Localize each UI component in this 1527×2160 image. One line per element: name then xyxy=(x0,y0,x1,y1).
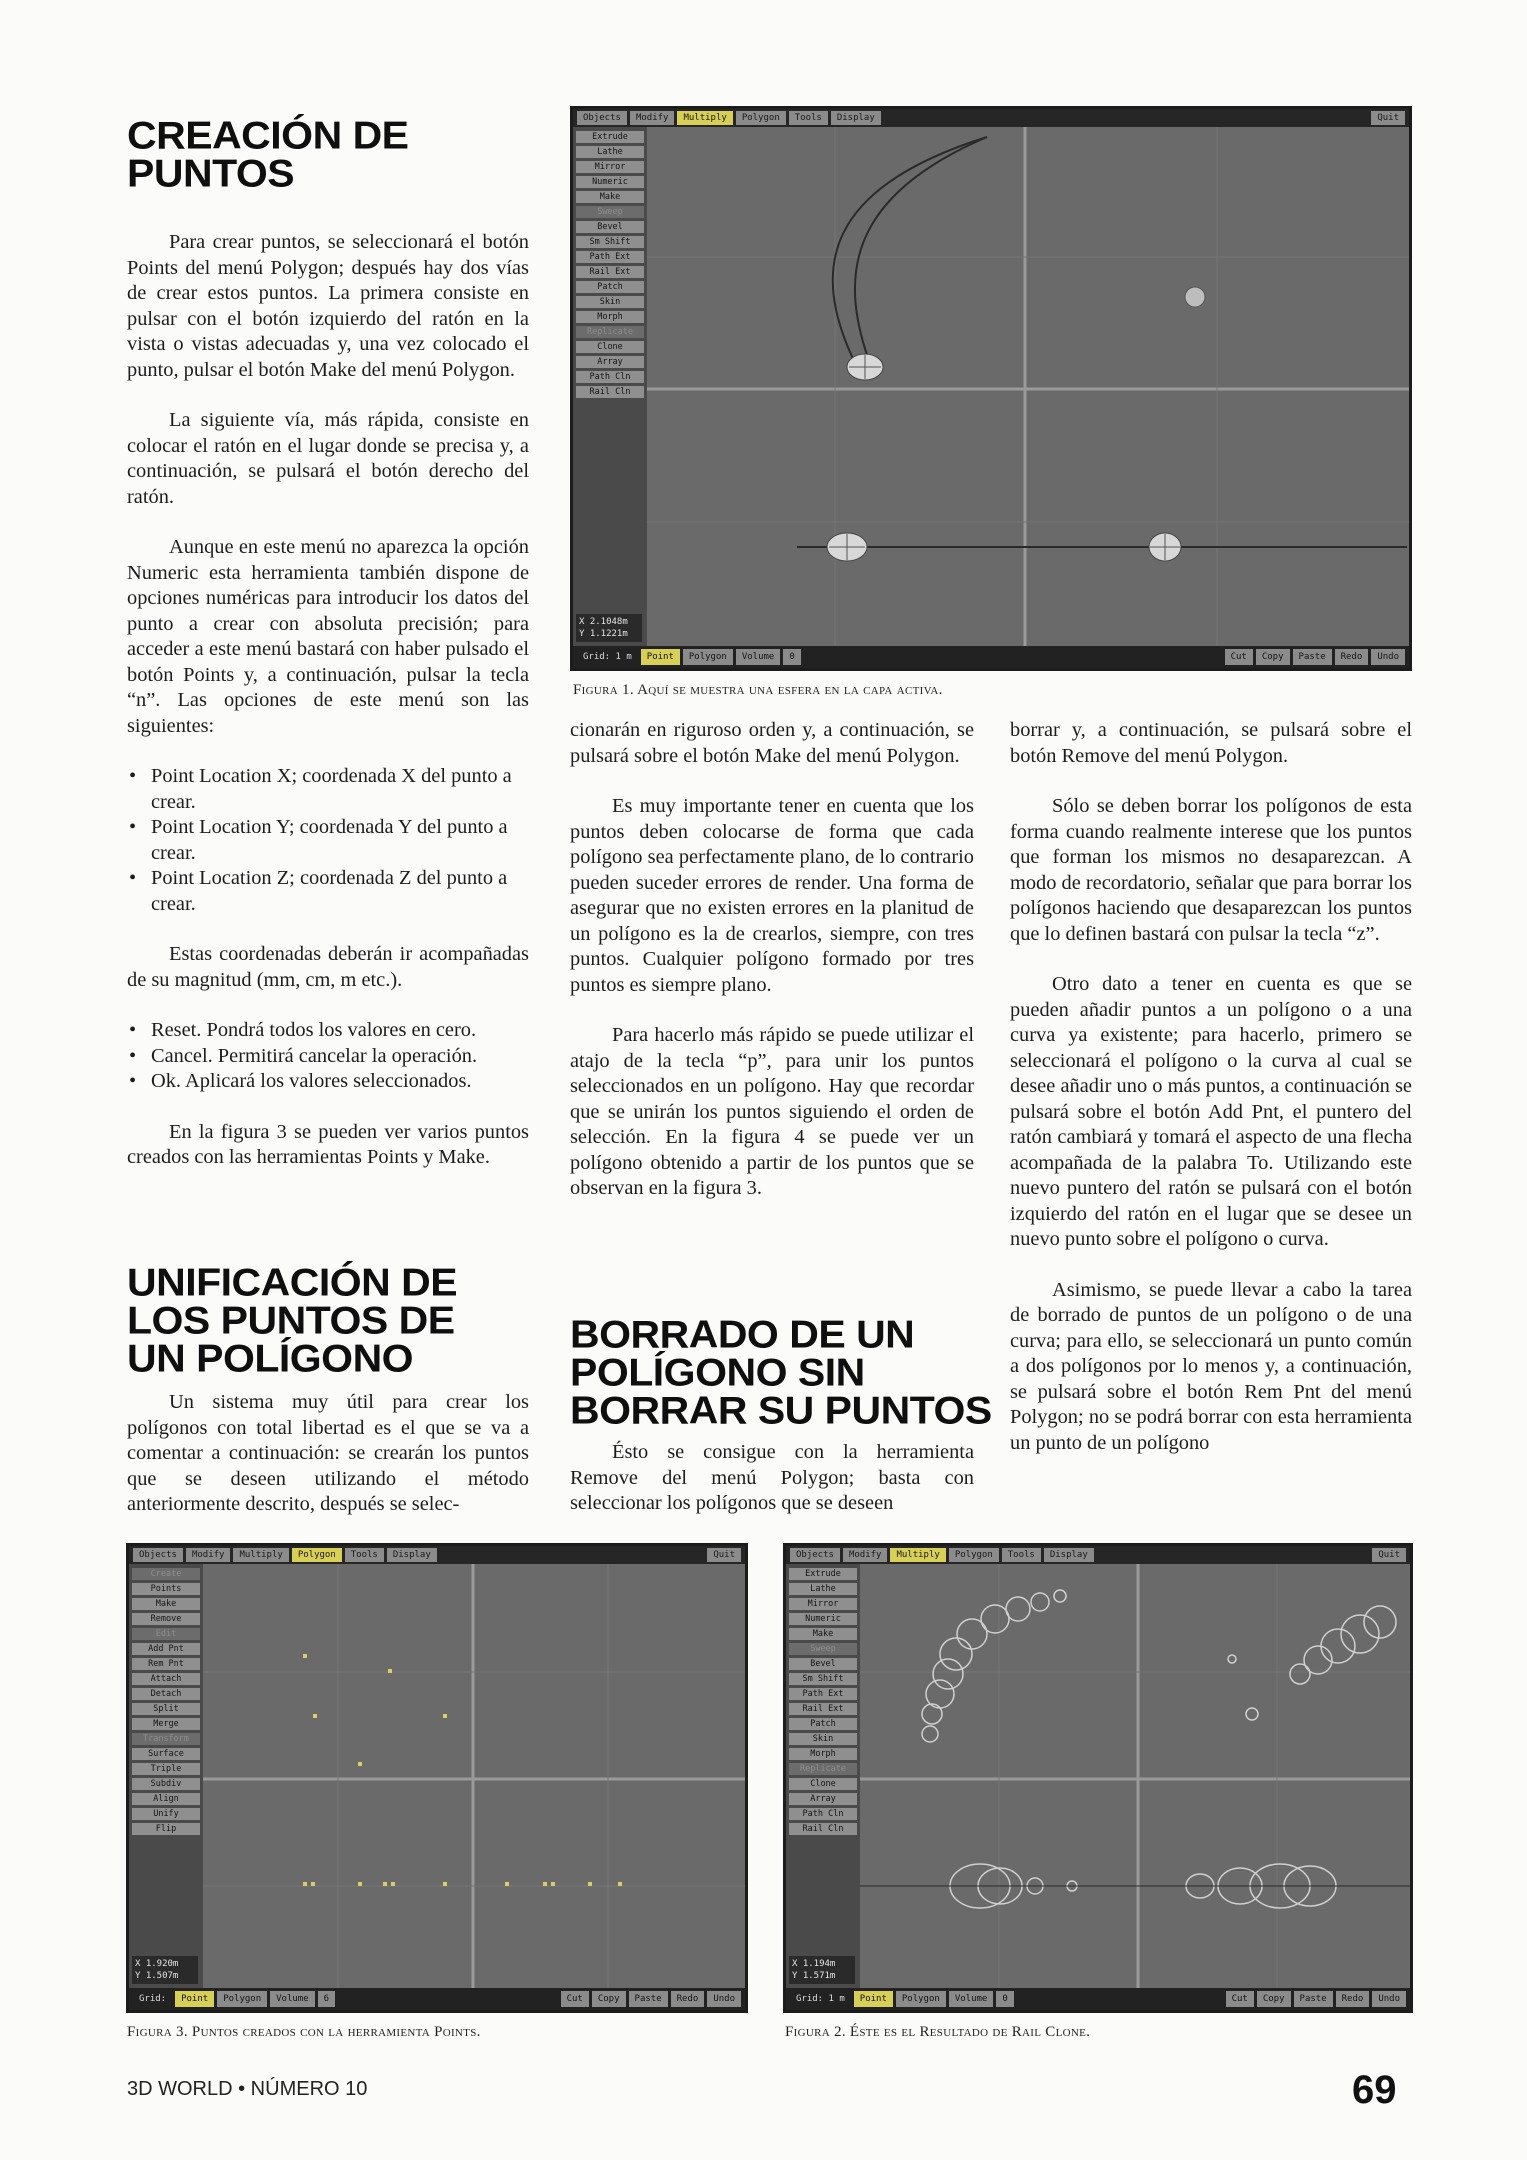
tool-button-detach[interactable]: Detach xyxy=(132,1688,200,1700)
bottom-bar xyxy=(786,1988,1410,2010)
heading-line: BORRADO DE UN xyxy=(570,1312,915,1356)
tool-button-array[interactable]: Array xyxy=(576,356,644,368)
paragraph: Para hacerlo más rápido se puede utilizar el atajo de la tecla “p”, para unir los puntos seleccionados en un polígono. Hay que recordar que se unirán los puntos siguiendo el orden de selección. En la figura 4 se puede ver un polígono obtenido a partir de los puntos que se observan en la figura 3. xyxy=(570,1024,974,1199)
tool-button-replicate: Replicate xyxy=(576,326,644,338)
tool-button-unify[interactable]: Unify xyxy=(132,1808,200,1820)
tool-button-make[interactable]: Make xyxy=(576,191,644,203)
heading-line: CREACIÓN DE xyxy=(127,113,409,157)
menu-tab-objects[interactable]: Objects xyxy=(133,1548,183,1562)
tool-button-attach[interactable]: Attach xyxy=(132,1673,200,1685)
figure-3-screenshot xyxy=(126,1543,748,2013)
paragraph: Es muy importante tener en cuenta que los puntos deben colocarse de forma que cada polígono sea perfectamente plano, de lo contrario pueden suceder errores de render. Una forma de asegurar que no existen errores en la planitud de un polígono es la de crearlos, siempre, con tres puntos. Cualquier polígono formado por tres puntos es siempre plano. xyxy=(570,795,974,996)
tool-button-lathe[interactable]: Lathe xyxy=(789,1583,857,1595)
paragraph: Un sistema muy útil para crear los polígonos con total libertad es el que se va a comentar a continuación: se crearán los puntos que se deseen utilizando el método anteriormente descrito, después se selec- xyxy=(127,1391,529,1515)
bullet-list-buttons xyxy=(127,1018,529,1095)
bottom-bar xyxy=(129,1988,745,2010)
viewport-graphics xyxy=(203,1564,748,1994)
tool-button-rail-ext[interactable]: Rail Ext xyxy=(576,266,644,278)
bottom-button-undo[interactable]: Undo xyxy=(1371,649,1405,665)
bottom-button-cut[interactable]: Cut xyxy=(1226,1991,1254,2007)
list-item: • Cancel. Permitirá cancelar la operación. xyxy=(127,1044,529,1070)
tool-button-path-ext[interactable]: Path Ext xyxy=(576,251,644,263)
sphere-icon xyxy=(1149,533,1181,561)
coord-y: Y 1.507m xyxy=(135,1971,179,1981)
menu-tab-polygon[interactable]: Polygon xyxy=(949,1548,999,1562)
bottom-button-polygon[interactable]: Polygon xyxy=(683,649,733,665)
paragraph: Sólo se deben borrar los polígonos de esta forma cuando realmente interese que los puntos que forman los mismos no desaparezcan. A modo de recordatorio, señalar que para borrar los polígonos haciendo que desaparezcan los puntos que lo definen bastará con pulsar la tecla “z”. xyxy=(1010,795,1412,945)
heading-line: UNIFICACIÓN DE xyxy=(127,1260,458,1304)
menu-tab-display[interactable]: Display xyxy=(831,111,881,125)
bottom-button-point[interactable]: Point xyxy=(854,1991,893,2007)
viewport-graphics xyxy=(860,1564,1413,1994)
page-number: 69 xyxy=(1352,2068,1397,2112)
heading-line: LOS PUNTOS DE xyxy=(127,1298,455,1342)
bullet-list-coordinates xyxy=(127,764,529,917)
tool-button-replicate: Replicate xyxy=(789,1763,857,1775)
tool-button-numeric[interactable]: Numeric xyxy=(789,1613,857,1625)
tool-button-path-cln[interactable]: Path Cln xyxy=(576,371,644,383)
coord-x: X 2.1048m xyxy=(579,617,628,627)
tool-button-mirror[interactable]: Mirror xyxy=(576,161,644,173)
column-left-bottom xyxy=(127,1390,529,1543)
column-left xyxy=(127,230,529,1196)
tool-button-skin[interactable]: Skin xyxy=(789,1733,857,1745)
coord-y: Y 1.1221m xyxy=(579,629,628,639)
tool-button-add-pnt[interactable]: Add Pnt xyxy=(132,1643,200,1655)
bottom-button-0[interactable]: 0 xyxy=(996,1991,1013,2007)
column-middle-bottom xyxy=(570,1440,974,1542)
grid-readout: Grid: 1 m xyxy=(796,1994,845,2004)
paragraph: Asimismo, se puede llevar a cabo la tarea de borrado de puntos de un polígono o de una curva; para ello, se seleccionará un punto común a dos polígonos por lo menos y, a continuación, se pulsará sobre el botón Rem Pnt del menú Polygon; no se podrá borrar con esta herramienta un punto de un polígono xyxy=(1010,1278,1412,1454)
menu-tab-tools[interactable]: Tools xyxy=(789,111,828,125)
coordinate-readout xyxy=(576,614,642,642)
paragraph: Estas coordenadas deberán ir acompañadas de su magnitud (mm, cm, m etc.). xyxy=(127,943,529,991)
tool-button-morph[interactable]: Morph xyxy=(789,1748,857,1760)
bottom-button-cut[interactable]: Cut xyxy=(561,1991,589,2007)
column-right xyxy=(1010,718,1412,1481)
tool-button-lathe[interactable]: Lathe xyxy=(576,146,644,158)
bottom-button-paste[interactable]: Paste xyxy=(1293,649,1332,665)
tool-button-make[interactable]: Make xyxy=(132,1598,200,1610)
tool-button-subdiv[interactable]: Subdiv xyxy=(132,1778,200,1790)
tool-button-numeric[interactable]: Numeric xyxy=(576,176,644,188)
menu-tab-display[interactable]: Display xyxy=(1044,1548,1094,1562)
figure-1-caption: Figura 1. Aquí se muestra una esfera en la capa activa. xyxy=(573,682,943,698)
tool-button-patch[interactable]: Patch xyxy=(789,1718,857,1730)
viewport-graphics xyxy=(647,127,1412,652)
list-item: • Point Location X; coordenada X del punto a crear. xyxy=(127,764,529,815)
bottom-button-polygon[interactable]: Polygon xyxy=(217,1991,267,2007)
tool-button-align[interactable]: Align xyxy=(132,1793,200,1805)
section-heading-creacion xyxy=(127,113,409,195)
tool-button-bevel[interactable]: Bevel xyxy=(789,1658,857,1670)
menu-tab-polygon[interactable]: Polygon xyxy=(292,1548,342,1562)
figure-2-caption: Figura 2. Éste es el Resultado de Rail Clone. xyxy=(785,2024,1091,2040)
point-markers xyxy=(303,1654,622,1886)
tool-button-patch[interactable]: Patch xyxy=(576,281,644,293)
heading-line: BORRAR SU PUNTOS xyxy=(570,1388,992,1432)
coord-x: X 1.194m xyxy=(792,1959,836,1969)
coord-x: X 1.920m xyxy=(135,1959,179,1969)
bottom-button-cut[interactable]: Cut xyxy=(1225,649,1253,665)
tool-button-merge[interactable]: Merge xyxy=(132,1718,200,1730)
tool-button-sm-shift[interactable]: Sm Shift xyxy=(789,1673,857,1685)
tool-panel xyxy=(786,1564,860,1988)
tool-panel xyxy=(573,127,647,646)
paragraph: Para crear puntos, se seleccionará el botón Points del menú Polygon; después hay dos vías de crear estos puntos. La primera consiste en pulsar con el botón izquierdo del ratón en la vista o vistas adecuadas y, una vez colocado el punto, pulsar el botón Make del menú Polygon. xyxy=(127,231,529,381)
figure-2-screenshot xyxy=(783,1543,1413,2013)
heading-line: UN POLÍGONO xyxy=(127,1336,414,1380)
tool-button-edit: Edit xyxy=(132,1628,200,1640)
tool-button-sweep: Sweep xyxy=(576,206,644,218)
tool-button-flip[interactable]: Flip xyxy=(132,1823,200,1835)
tool-button-triple[interactable]: Triple xyxy=(132,1763,200,1775)
list-item: • Reset. Pondrá todos los valores en cero. xyxy=(127,1018,529,1044)
tool-button-skin[interactable]: Skin xyxy=(576,296,644,308)
paragraph: borrar y, a continuación, se pulsará sobre el botón Remove del menú Polygon. xyxy=(1010,719,1412,767)
bottom-button-copy[interactable]: Copy xyxy=(592,1991,626,2007)
viewport xyxy=(203,1564,745,1988)
tool-button-make[interactable]: Make xyxy=(789,1628,857,1640)
sphere-icon xyxy=(827,533,867,561)
tool-button-path-cln[interactable]: Path Cln xyxy=(789,1808,857,1820)
list-item: • Ok. Aplicará los valores seleccionados. xyxy=(127,1069,529,1095)
menu-tab-tools[interactable]: Tools xyxy=(1002,1548,1041,1562)
tool-button-points[interactable]: Points xyxy=(132,1583,200,1595)
tool-button-path-ext[interactable]: Path Ext xyxy=(789,1688,857,1700)
bottom-button-copy[interactable]: Copy xyxy=(1257,1991,1291,2007)
tool-button-rail-ext[interactable]: Rail Ext xyxy=(789,1703,857,1715)
heading-line: PUNTOS xyxy=(127,151,295,195)
bottom-button-polygon[interactable]: Polygon xyxy=(896,1991,946,2007)
menu-tab-display[interactable]: Display xyxy=(387,1548,437,1562)
bottom-button-paste[interactable]: Paste xyxy=(1294,1991,1333,2007)
column-middle xyxy=(570,718,974,1227)
bottom-button-point[interactable]: Point xyxy=(175,1991,214,2007)
menu-tab-multiply[interactable]: Multiply xyxy=(677,111,732,125)
section-heading-borrado xyxy=(570,1312,992,1432)
bottom-button-redo[interactable]: Redo xyxy=(1335,649,1369,665)
tool-button-mirror[interactable]: Mirror xyxy=(789,1598,857,1610)
paragraph: Aunque en este menú no aparezca la opción Numeric esta herramienta también dispone de opciones numéricas para introducir los datos del punto a crear con absoluta precisión; para acceder a este menú bastará con haber pulsado el botón Points y, a continuación, pulsar la tecla “n”. Las opciones de este menú son las siguientes: xyxy=(127,536,529,737)
bottom-bar xyxy=(573,646,1409,668)
menu-tab-objects[interactable]: Objects xyxy=(577,111,627,125)
menu-bar xyxy=(129,1546,745,1564)
tool-button-morph[interactable]: Morph xyxy=(576,311,644,323)
coordinate-readout xyxy=(132,1956,198,1984)
tool-button-extrude[interactable]: Extrude xyxy=(576,131,644,143)
tool-button-split[interactable]: Split xyxy=(132,1703,200,1715)
menu-tab-objects[interactable]: Objects xyxy=(790,1548,840,1562)
grid-readout: Grid: xyxy=(139,1994,167,2004)
figure-3-caption: Figura 3. Puntos creados con la herramienta Points. xyxy=(127,2024,481,2040)
tool-button-remove[interactable]: Remove xyxy=(132,1613,200,1625)
paragraph: cionarán en riguroso orden y, a continuación, se pulsará sobre el botón Make del menú Polygon. xyxy=(570,719,974,767)
tool-button-surface[interactable]: Surface xyxy=(132,1748,200,1760)
tool-button-clone[interactable]: Clone xyxy=(789,1778,857,1790)
tool-button-bevel[interactable]: Bevel xyxy=(576,221,644,233)
tool-button-sweep: Sweep xyxy=(789,1643,857,1655)
coord-y: Y 1.571m xyxy=(792,1971,836,1981)
cloned-spheres xyxy=(922,1590,1396,1908)
menu-bar xyxy=(786,1546,1410,1564)
paragraph: En la figura 3 se pueden ver varios puntos creados con las herramientas Points y Make. xyxy=(127,1120,529,1168)
list-item: • Point Location Z; coordenada Z del punto a crear. xyxy=(127,866,529,917)
menu-tab-modify[interactable]: Modify xyxy=(630,111,675,125)
menu-tab-modify[interactable]: Modify xyxy=(843,1548,888,1562)
magazine-footer: 3D WORLD • NÚMERO 10 xyxy=(127,2078,368,2100)
paragraph: La siguiente vía, más rápida, consiste en colocar el ratón en el lugar donde se precisa y, a continuación, se pulsará el botón derecho del ratón. xyxy=(127,409,529,508)
menu-bar xyxy=(573,109,1409,127)
tool-button-clone[interactable]: Clone xyxy=(576,341,644,353)
quit-button[interactable]: Quit xyxy=(1371,111,1405,125)
section-heading-unificacion xyxy=(127,1260,458,1380)
quit-button[interactable]: Quit xyxy=(1372,1548,1406,1562)
tool-button-transform: Transform xyxy=(132,1733,200,1745)
bottom-button-redo[interactable]: Redo xyxy=(1336,1991,1370,2007)
bottom-button-0[interactable]: 0 xyxy=(783,649,800,665)
sphere-icon xyxy=(847,354,883,380)
tool-button-sm-shift[interactable]: Sm Shift xyxy=(576,236,644,248)
paragraph: Otro dato a tener en cuenta es que se pueden añadir puntos a un polígono o a una curva ya existente; para hacerlo, primero se seleccionará el polígono o la curva al cual se desee añadir uno o más puntos, a continuación se pulsará sobre el botón Add Pnt, el puntero del ratón cambiará y tomará el aspecto de una flecha acompañada de la palabra To. Utilizando este nuevo puntero del ratón se pulsará con el botón izquierdo del ratón en el lugar que se desee un nuevo punto sobre el polígono o curva. xyxy=(1010,973,1412,1250)
tool-button-array[interactable]: Array xyxy=(789,1793,857,1805)
bottom-button-point[interactable]: Point xyxy=(641,649,680,665)
bottom-button-undo[interactable]: Undo xyxy=(1372,1991,1406,2007)
tool-panel xyxy=(129,1564,203,1988)
tool-button-rail-cln[interactable]: Rail Cln xyxy=(789,1823,857,1835)
quit-button[interactable]: Quit xyxy=(707,1548,741,1562)
viewport xyxy=(647,127,1409,646)
bottom-button-copy[interactable]: Copy xyxy=(1256,649,1290,665)
menu-tab-modify[interactable]: Modify xyxy=(186,1548,231,1562)
paragraph: Ésto se consigue con la herramienta Remove del menú Polygon; basta con seleccionar los polígonos que se deseen xyxy=(570,1441,974,1514)
menu-tab-tools[interactable]: Tools xyxy=(345,1548,384,1562)
bottom-button-volume[interactable]: Volume xyxy=(949,1991,994,2007)
bottom-button-volume[interactable]: Volume xyxy=(736,649,781,665)
bottom-button-volume[interactable]: Volume xyxy=(270,1991,315,2007)
viewport xyxy=(860,1564,1410,1988)
tool-button-rem-pnt[interactable]: Rem Pnt xyxy=(132,1658,200,1670)
tool-button-rail-cln[interactable]: Rail Cln xyxy=(576,386,644,398)
heading-line: POLÍGONO SIN xyxy=(570,1350,865,1394)
tool-button-create: Create xyxy=(132,1568,200,1580)
figure-1-screenshot xyxy=(570,106,1412,671)
menu-tab-multiply[interactable]: Multiply xyxy=(890,1548,945,1562)
menu-tab-polygon[interactable]: Polygon xyxy=(736,111,786,125)
bottom-button-redo[interactable]: Redo xyxy=(671,1991,705,2007)
bottom-button-undo[interactable]: Undo xyxy=(707,1991,741,2007)
bottom-button-6[interactable]: 6 xyxy=(318,1991,335,2007)
sphere-icon xyxy=(1185,287,1205,307)
bottom-button-paste[interactable]: Paste xyxy=(629,1991,668,2007)
tool-button-extrude[interactable]: Extrude xyxy=(789,1568,857,1580)
coordinate-readout xyxy=(789,1956,855,1984)
grid-readout: Grid: 1 m xyxy=(583,652,632,662)
menu-tab-multiply[interactable]: Multiply xyxy=(233,1548,288,1562)
list-item: • Point Location Y; coordenada Y del punto a crear. xyxy=(127,815,529,866)
